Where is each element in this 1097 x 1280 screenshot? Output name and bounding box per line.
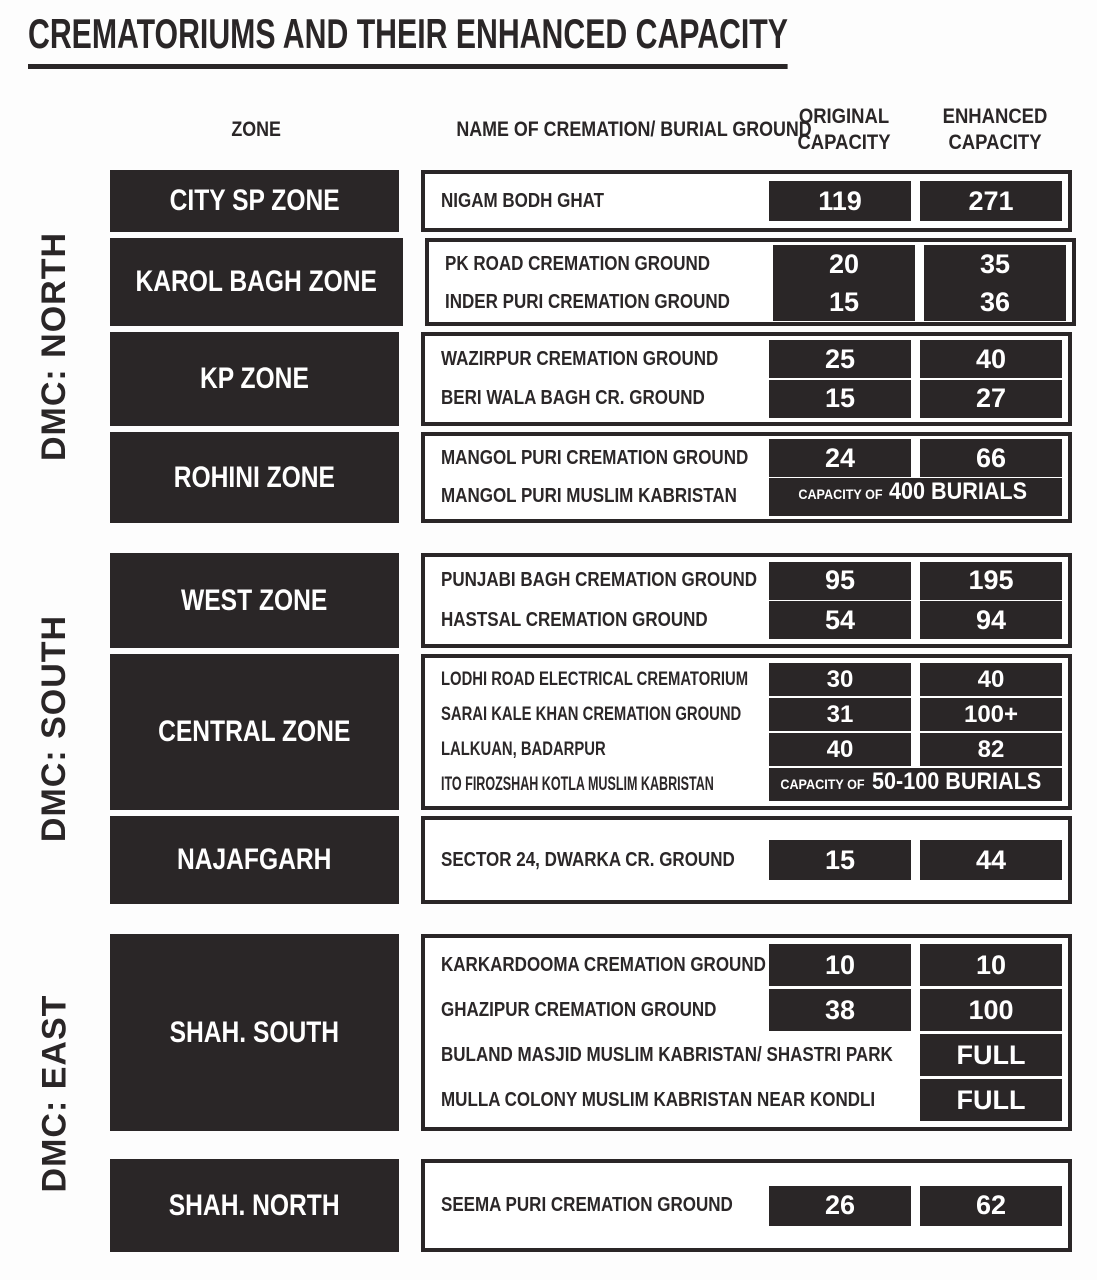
- ground-name: WAZIRPUR CREMATION GROUND: [441, 347, 719, 370]
- zone-najafgarh: NAJAFGARH: [110, 816, 399, 904]
- col-header-zone: ZONE: [231, 118, 282, 141]
- ground-row: [441, 840, 1062, 880]
- enhanced-capacity-badge: 94: [920, 601, 1062, 639]
- capacity-note-prefix: CAPACITY OF: [780, 776, 865, 792]
- capacity-note-badge: [769, 768, 1062, 801]
- ground-row: [445, 245, 1066, 283]
- zone-rohini-zone: ROHINI ZONE: [110, 432, 399, 523]
- ground-row: [441, 562, 1062, 600]
- row-shah-south: [110, 934, 1072, 1131]
- row-najafgarh: [110, 816, 1072, 904]
- ground-row: [441, 439, 1062, 477]
- ground-row: [441, 944, 1062, 986]
- ground-name: SEEMA PURI CREMATION GROUND: [441, 1194, 733, 1216]
- enhanced-capacity-badge: 62: [920, 1186, 1062, 1226]
- zone-central-zone: CENTRAL ZONE: [110, 654, 399, 810]
- section-dmc-north: [0, 170, 1097, 523]
- col-header-enhanced-capacity: ENHANCED CAPACITY: [942, 104, 1048, 154]
- original-capacity-badge: 15: [773, 283, 915, 321]
- original-capacity-badge: 15: [769, 380, 911, 418]
- column-headers: [110, 96, 1072, 164]
- ground-name: MULLA COLONY MUSLIM KABRISTAN NEAR KONDLI: [441, 1088, 876, 1111]
- ground-row: [441, 181, 1062, 221]
- page-title: [28, 10, 1083, 69]
- enhanced-capacity-badge: 27: [920, 380, 1062, 418]
- grounds-karol-bagh-zone: [425, 238, 1076, 326]
- original-capacity-badge: 15: [769, 840, 911, 880]
- grounds-rohini-zone: [421, 432, 1072, 523]
- zone-shah-south: SHAH. SOUTH: [110, 934, 399, 1131]
- enhanced-capacity-badge: 40: [920, 663, 1062, 696]
- enhanced-capacity-badge: 82: [920, 733, 1062, 766]
- row-kp-zone: [110, 332, 1072, 426]
- original-capacity-badge: 54: [769, 601, 911, 639]
- enhanced-capacity-badge: 10: [920, 944, 1062, 986]
- ground-name: SARAI KALE KHAN CREMATION GROUND: [441, 703, 742, 725]
- original-capacity-badge: 20: [773, 245, 915, 283]
- ground-row: [445, 283, 1066, 321]
- ground-name: ITO FIROZSHAH KOTLA MUSLIM KABRISTAN: [441, 773, 714, 795]
- ground-name: HASTSAL CREMATION GROUND: [441, 608, 708, 631]
- table-body: [0, 170, 1097, 1280]
- section-rows: [110, 934, 1072, 1252]
- ground-name: INDER PURI CREMATION GROUND: [445, 290, 730, 313]
- row-karol-bagh-zone: [110, 238, 1072, 326]
- original-capacity-badge: 40: [769, 733, 911, 766]
- enhanced-capacity-badge: 36: [924, 283, 1066, 321]
- original-capacity-badge: 24: [769, 439, 911, 477]
- grounds-shah-south: [421, 934, 1072, 1131]
- grounds-shah-north: [421, 1159, 1072, 1252]
- enhanced-capacity-badge: 40: [920, 340, 1062, 378]
- original-capacity-badge: 26: [769, 1186, 911, 1226]
- row-rohini-zone: [110, 432, 1072, 523]
- zone-west-zone: WEST ZONE: [110, 553, 399, 648]
- ground-name: BULAND MASJID MUSLIM KABRISTAN/ SHASTRI PARK: [441, 1043, 893, 1066]
- ground-name: GHAZIPUR CREMATION GROUND: [441, 998, 717, 1021]
- enhanced-capacity-badge: 35: [924, 245, 1066, 283]
- enhanced-capacity-badge: 100: [920, 989, 1062, 1031]
- zone-kp-zone: KP ZONE: [110, 332, 399, 426]
- ground-row: [441, 663, 1062, 696]
- section-label-dmc-south: DMC: SOUTH: [35, 614, 74, 843]
- row-city-sp-zone: [110, 170, 1072, 232]
- zone-city-sp-zone: CITY SP ZONE: [110, 170, 399, 232]
- ground-name: PUNJABI BAGH CREMATION GROUND: [441, 569, 758, 592]
- grounds-kp-zone: [421, 332, 1072, 426]
- original-capacity-badge: 38: [769, 989, 911, 1031]
- original-capacity-badge: 10: [769, 944, 911, 986]
- col-header-original-capacity: ORIGINAL CAPACITY: [797, 104, 891, 154]
- enhanced-capacity-badge: FULL: [920, 1034, 1062, 1076]
- ground-row: [441, 1034, 1062, 1076]
- ground-row: [441, 733, 1062, 766]
- original-capacity-badge: 25: [769, 340, 911, 378]
- ground-name: MANGOL PURI MUSLIM KABRISTAN: [441, 485, 737, 508]
- row-west-zone: [110, 553, 1072, 648]
- section-label-dmc-north: DMC: NORTH: [35, 231, 74, 462]
- grounds-city-sp-zone: [421, 170, 1072, 232]
- row-central-zone: [110, 654, 1072, 810]
- row-shah-north: [110, 1159, 1072, 1252]
- ground-name: MANGOL PURI CREMATION GROUND: [441, 446, 749, 469]
- zone-shah-north: SHAH. NORTH: [110, 1159, 399, 1252]
- ground-name: PK ROAD CREMATION GROUND: [445, 252, 711, 275]
- capacity-note-value: 400 BURIALS: [889, 477, 1028, 505]
- grounds-najafgarh: [421, 816, 1072, 904]
- enhanced-capacity-badge: 271: [920, 181, 1062, 221]
- ground-name: LODHI ROAD ELECTRICAL CREMATORIUM: [441, 668, 749, 690]
- section-rows: [110, 170, 1072, 523]
- original-capacity-badge: 119: [769, 181, 911, 221]
- grounds-central-zone: [421, 654, 1072, 810]
- ground-row: [441, 478, 1062, 516]
- section-label-dmc-east: DMC: EAST: [35, 994, 74, 1192]
- ground-row: [441, 340, 1062, 378]
- page-title-text: CREMATORIUMS AND THEIR ENHANCED CAPACITY: [28, 10, 788, 69]
- ground-name: SECTOR 24, DWARKA CR. GROUND: [441, 848, 735, 871]
- ground-row: [441, 601, 1062, 639]
- enhanced-capacity-badge: 195: [920, 562, 1062, 600]
- capacity-note-prefix: CAPACITY OF: [797, 485, 883, 502]
- capacity-note-badge: [769, 478, 1062, 516]
- ground-name: KARKARDOOMA CREMATION GROUND: [441, 953, 766, 976]
- ground-row: [441, 989, 1062, 1031]
- section-dmc-east: [0, 934, 1097, 1252]
- ground-row: [441, 1186, 1062, 1226]
- section-dmc-south: [0, 553, 1097, 904]
- enhanced-capacity-badge: 100+: [920, 698, 1062, 731]
- enhanced-capacity-badge: 66: [920, 439, 1062, 477]
- grounds-west-zone: [421, 553, 1072, 648]
- enhanced-capacity-badge: 44: [920, 840, 1062, 880]
- ground-name: NIGAM BODH GHAT: [441, 189, 605, 212]
- ground-row: [441, 380, 1062, 418]
- original-capacity-badge: 95: [769, 562, 911, 600]
- section-rows: [110, 553, 1072, 904]
- ground-name: LALKUAN, BADARPUR: [441, 738, 606, 760]
- zone-karol-bagh-zone: KAROL BAGH ZONE: [110, 238, 403, 326]
- ground-name: BERI WALA BAGH CR. GROUND: [441, 387, 705, 410]
- enhanced-capacity-badge: FULL: [920, 1079, 1062, 1121]
- original-capacity-badge: 30: [769, 663, 911, 696]
- col-header-name: NAME OF CREMATION/ BURIAL GROUND: [456, 118, 812, 141]
- ground-row: [441, 768, 1062, 801]
- ground-row: [441, 698, 1062, 731]
- ground-row: [441, 1079, 1062, 1121]
- original-capacity-badge: 31: [769, 698, 911, 731]
- capacity-note-value: 50-100 BURIALS: [871, 768, 1042, 795]
